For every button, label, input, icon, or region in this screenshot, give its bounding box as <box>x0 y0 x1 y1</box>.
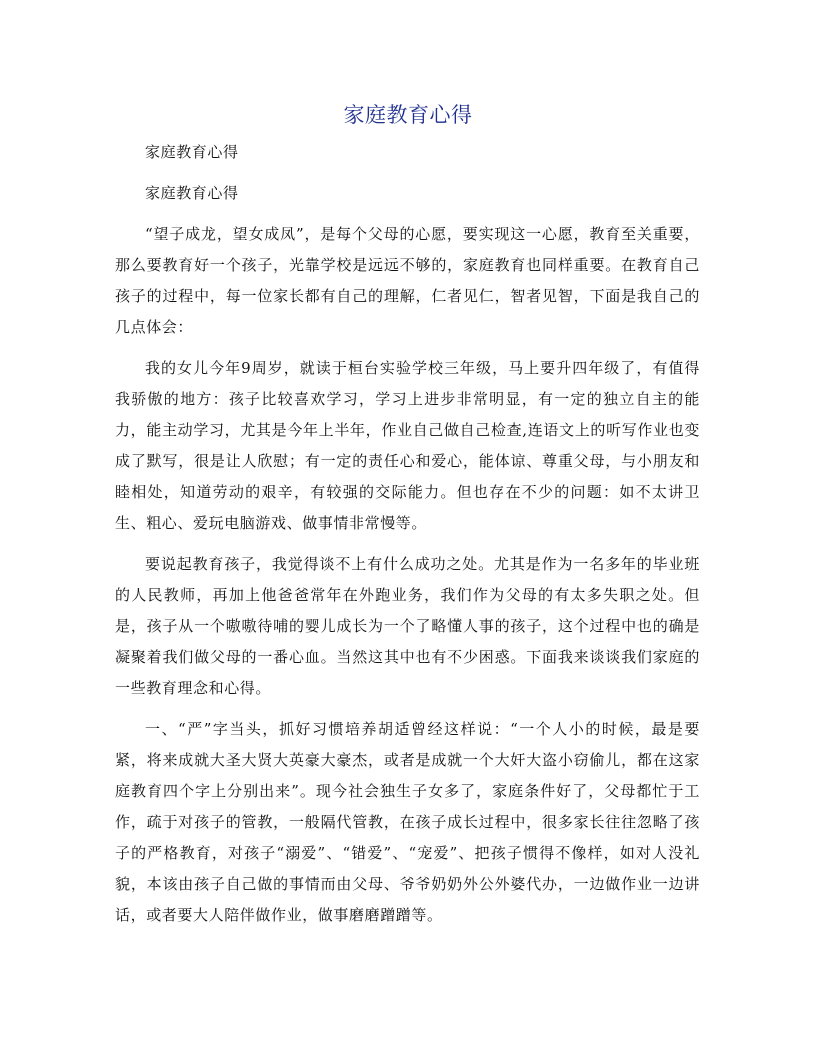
document-body <box>115 137 700 941</box>
paragraph-daughter: 我的女儿今年9周岁，就读于桓台实验学校三年级，马上要升四年级了，有值得我骄傲的地方：孩子比较喜欢学习，学习上进步非常明显，有一定的独立自主的能力，能主动学习，尤其是今年上半年，作业自己做自己检查,连语文上的听写作业也变成了默写，很是让人欣慰；有一定的责任心和爱心，能体谅、尊重父母，与小朋友和睦相处，知道劳动的艰辛，有较强的交际能力。但也存在不少的问题：如不太讲卫生、粗心、爱玩电脑游戏、做事情非常慢等。 <box>115 359 700 532</box>
paragraph-strict-habits: 一、“严”字当头，抓好习惯培养胡适曾经这样说：“一个人小的时候，最是要紧，将来成就大圣大贤大英豪大豪杰，或者是成就一个大奸大盗小窃偷儿，都在这家庭教育四个字上分别出来”。现今社会独生子女多了，家庭条件好了，父母都忙于工作，疏于对孩子的管教，一般隔代管教，在孩子成长过程中，很多家长往往忽略了孩子的严格教育，对孩子“溺爱”、“错爱”、“宠爱”、把孩子惯得不像样，如对人没礼貌，本该由孩子自己做的事情而由父母、爷爷奶奶外公外婆代办，一边做作业一边讲话，或者要大人陪伴做作业，做事磨磨蹭蹭等。 <box>115 720 700 924</box>
paragraph-reflection: 要说起教育孩子，我觉得谈不上有什么成功之处。尤其是作为一名多年的毕业班的人民教师，再加上他爸爸常年在外跑业务，我们作为父母的有太多失职之处。但是，孩子从一个嗷嗷待哺的婴儿成长为一个了略懂人事的孩子，这个过程中也的确是凝聚着我们做父母的一番心血。当然这其中也有不少困惑。下面我来谈谈我们家庭的一些教育理念和心得。 <box>115 555 700 697</box>
paragraph-heading-1: 家庭教育心得 <box>145 143 239 161</box>
paragraph-intro: “望子成龙，望女成凤”，是每个父母的心愿，要实现这一心愿，教育至关重要，那么要教育好一个孩子，光靠学校是远远不够的，家庭教育也同样重要。在教育自己孩子的过程中，每一位家长都有自己的理解，仁者见仁，智者见智，下面是我自己的几点体会： <box>115 225 700 336</box>
paragraph-heading-2: 家庭教育心得 <box>145 184 239 202</box>
document-title: 家庭教育心得 <box>343 103 473 127</box>
